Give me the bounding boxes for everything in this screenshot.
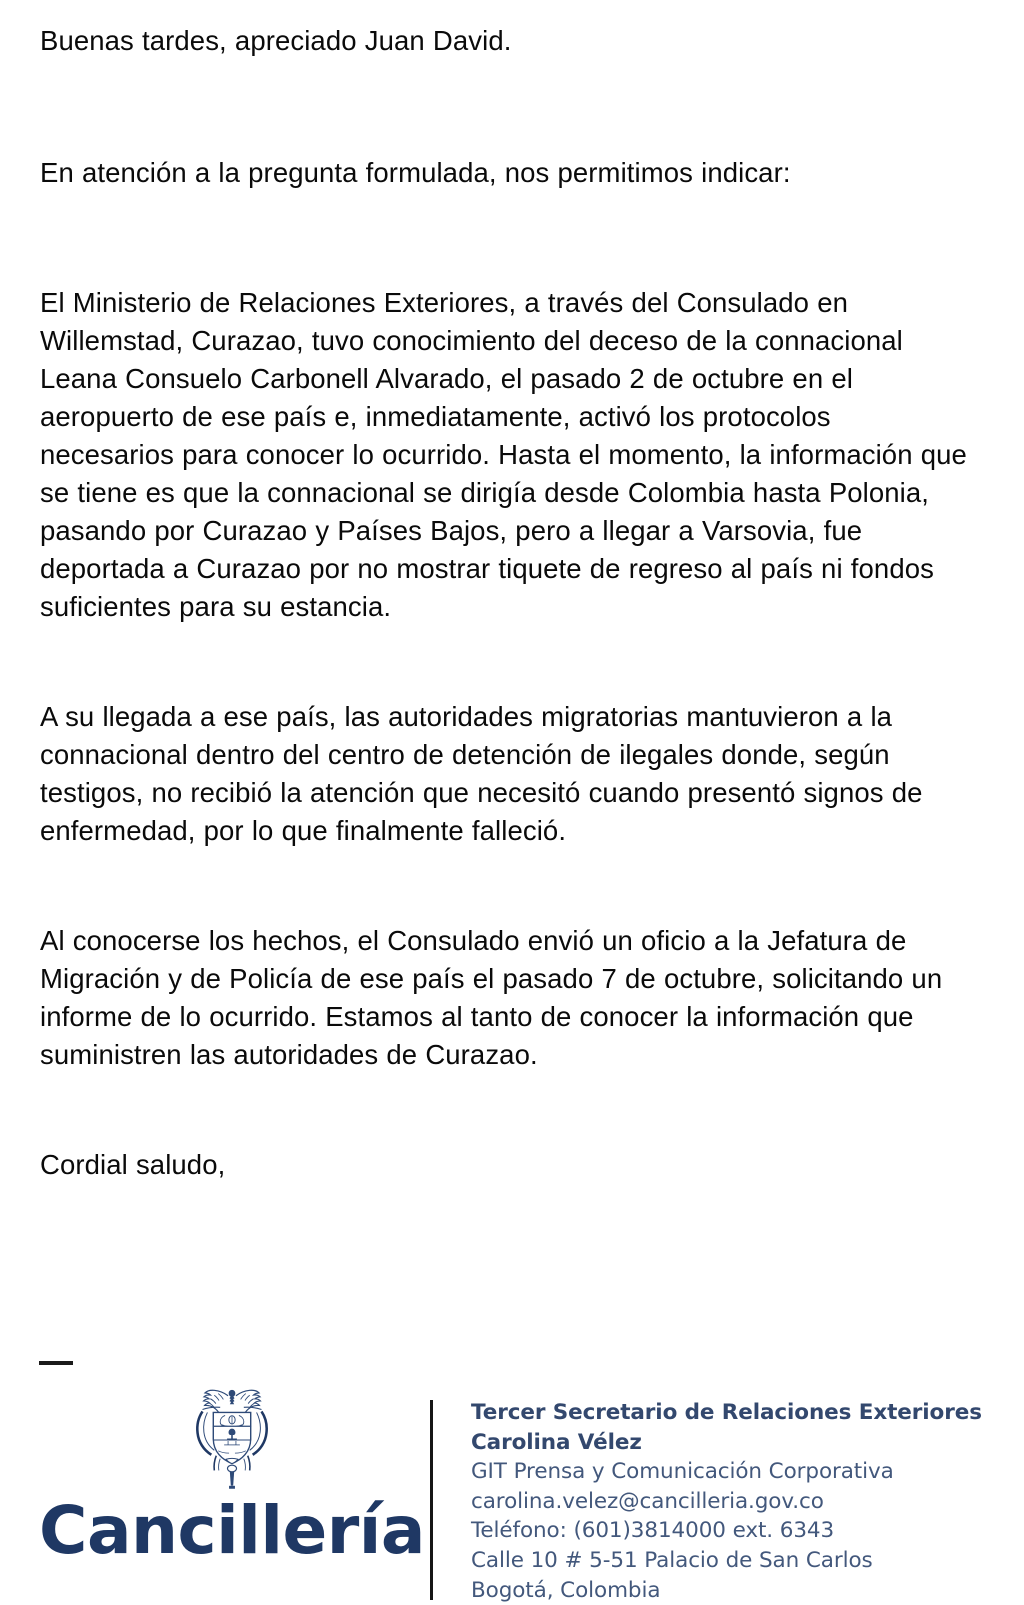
contact-city: Bogotá, Colombia xyxy=(471,1577,661,1603)
cancilleria-wordmark: Cancillería xyxy=(39,1492,425,1569)
contact-address: Calle 10 # 5-51 Palacio de San Carlos xyxy=(471,1547,873,1573)
signature-block xyxy=(0,1374,1024,1601)
contact-details xyxy=(433,1374,1024,1605)
colombia-coat-of-arms-icon xyxy=(173,1380,291,1498)
closing-line: Cordial saludo, xyxy=(40,1149,226,1180)
contact-name: Carolina Vélez xyxy=(471,1429,642,1455)
intro-line: En atención a la pregunta formulada, nos permitimos indicar: xyxy=(40,157,791,188)
letter-body xyxy=(40,22,970,1184)
contact-phone: Teléfono: (601)3814000 ext. 6343 xyxy=(471,1518,835,1544)
contact-title: Tercer Secretario de Relaciones Exteriores xyxy=(471,1400,982,1425)
cancilleria-logo xyxy=(0,1374,430,1569)
signature-separator-dash xyxy=(39,1361,73,1365)
contact-department: GIT Prensa y Comunicación Corporativa xyxy=(471,1459,894,1485)
body-paragraph-2: A su llegada a ese país, las autoridades migratorias mantuvieron a la connacional dentro del centro de detención de ilegales donde, según testigos, no recibió la atención que necesitó cuando presentó signos de enfermedad, por lo que finalmente falleció. xyxy=(40,701,923,846)
body-paragraph-1: El Ministerio de Relaciones Exteriores, a través del Consulado en Willemstad, Curazao, tuvo conocimiento del deceso de la connacional Leana Consuelo Carbonell Alvarado, el pasado 2 de octubre en el aeropuerto de ese país e, inmediatamente, activó los protocolos necesarios para conocer lo ocurrido. Hasta el momento, la información que se tiene es que la connacional se dirigía desde Colombia hasta Polonia, pasando por Curazao y Países Bajos, pero a llegar a Varsovia, fue deportada a Curazao por no mostrar tiquete de regreso al país ni fondos suficientes para su estancia. xyxy=(40,287,967,622)
contact-email[interactable]: carolina.velez@cancilleria.gov.co xyxy=(471,1488,824,1514)
greeting-line: Buenas tardes, apreciado Juan David. xyxy=(40,25,512,56)
body-paragraph-3: Al conocerse los hechos, el Consulado envió un oficio a la Jefatura de Migración y de Policía de ese país el pasado 7 de octubre, solicitando un informe de lo ocurrido. Estamos al tanto de conocer la información que suministren las autoridades de Curazao. xyxy=(40,925,943,1070)
